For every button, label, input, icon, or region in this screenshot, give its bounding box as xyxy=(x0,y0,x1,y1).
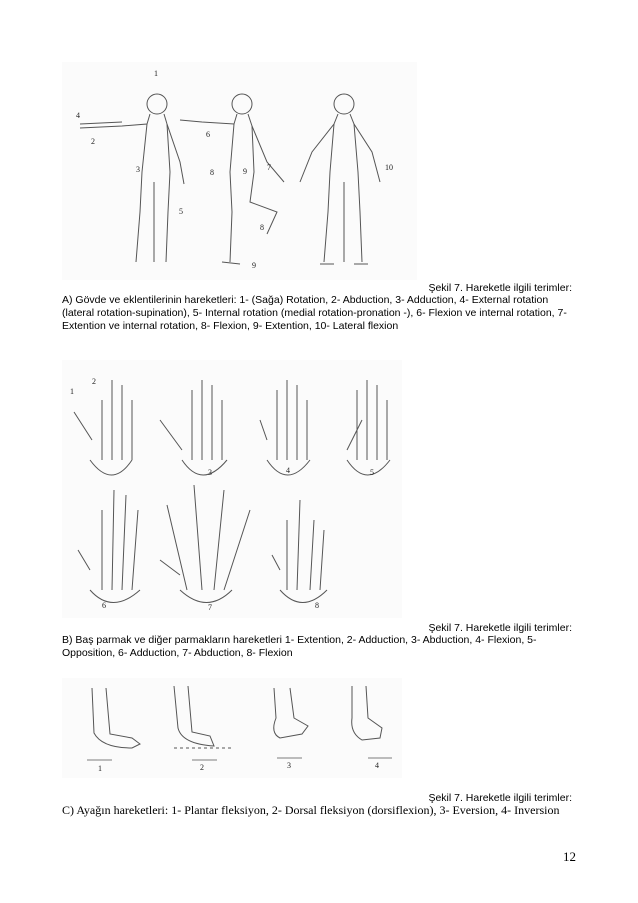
label-a-4: 4 xyxy=(76,111,80,120)
label-a-2: 2 xyxy=(91,137,95,146)
hand-drawings xyxy=(74,380,390,603)
label-a-6: 6 xyxy=(206,130,210,139)
label-a-9b: 9 xyxy=(252,261,256,270)
body-figure-1 xyxy=(80,94,184,262)
figure-a-body-movements xyxy=(62,62,417,280)
label-b-4: 4 xyxy=(286,466,290,475)
label-c-4: 4 xyxy=(375,761,379,770)
label-b-3: 3 xyxy=(208,468,212,477)
label-b-1: 1 xyxy=(70,387,74,396)
figure-b-caption: Şekil 7. Hareketle ilgili terimler: xyxy=(428,622,572,634)
label-a-8b: 8 xyxy=(260,223,264,232)
label-b-5: 5 xyxy=(370,468,374,477)
figure-c-caption: Şekil 7. Hareketle ilgili terimler: xyxy=(428,792,572,804)
label-c-2: 2 xyxy=(200,763,204,772)
label-a-9: 9 xyxy=(243,167,247,176)
label-c-1: 1 xyxy=(98,764,102,773)
figure-a-description: A) Gövde ve eklentilerinin hareketleri: 1- (Sağa) Rotation, 2- Abduction, 3- Adduction, 4- External rotation (lateral rotation-supination), 5- Internal rotation (medial rotation-pronation -), 6- Flexion ve internal rotation, 7- Extention ve internal rotation, 8- Flexion, 9- Extention, 10- Lateral flexion xyxy=(62,294,567,332)
label-a-1: 1 xyxy=(154,69,158,78)
label-b-2: 2 xyxy=(92,377,96,386)
label-b-8: 8 xyxy=(315,601,319,610)
label-a-10: 10 xyxy=(385,163,393,172)
figure-b-description: B) Baş parmak ve diğer parmakların hareketleri 1- Extention, 2- Adduction, 3- Abduction, 4- Flexion, 5- Opposition, 6- Adduction, 7- Abduction, 8- Flexion xyxy=(62,634,537,659)
label-c-3: 3 xyxy=(287,761,291,770)
figure-a-caption: Şekil 7. Hareketle ilgili terimler: xyxy=(428,282,572,294)
label-a-3: 3 xyxy=(136,165,140,174)
page-number: 12 xyxy=(563,849,576,864)
foot-drawings xyxy=(92,686,382,748)
figure-b-hand-movements xyxy=(62,360,402,618)
label-b-6: 6 xyxy=(102,601,106,610)
body-figure-2 xyxy=(180,94,284,264)
figure-c-foot-movements xyxy=(62,678,402,778)
label-a-7: 7 xyxy=(267,163,271,172)
figure-c-description: C) Ayağın hareketleri: 1- Plantar fleksiyon, 2- Dorsal fleksiyon (dorsiflexion), 3- Eversion, 4- Inversion xyxy=(62,803,560,817)
label-b-7: 7 xyxy=(208,603,212,612)
label-a-5: 5 xyxy=(179,207,183,216)
label-a-8: 8 xyxy=(210,168,214,177)
body-figure-3 xyxy=(300,94,380,264)
